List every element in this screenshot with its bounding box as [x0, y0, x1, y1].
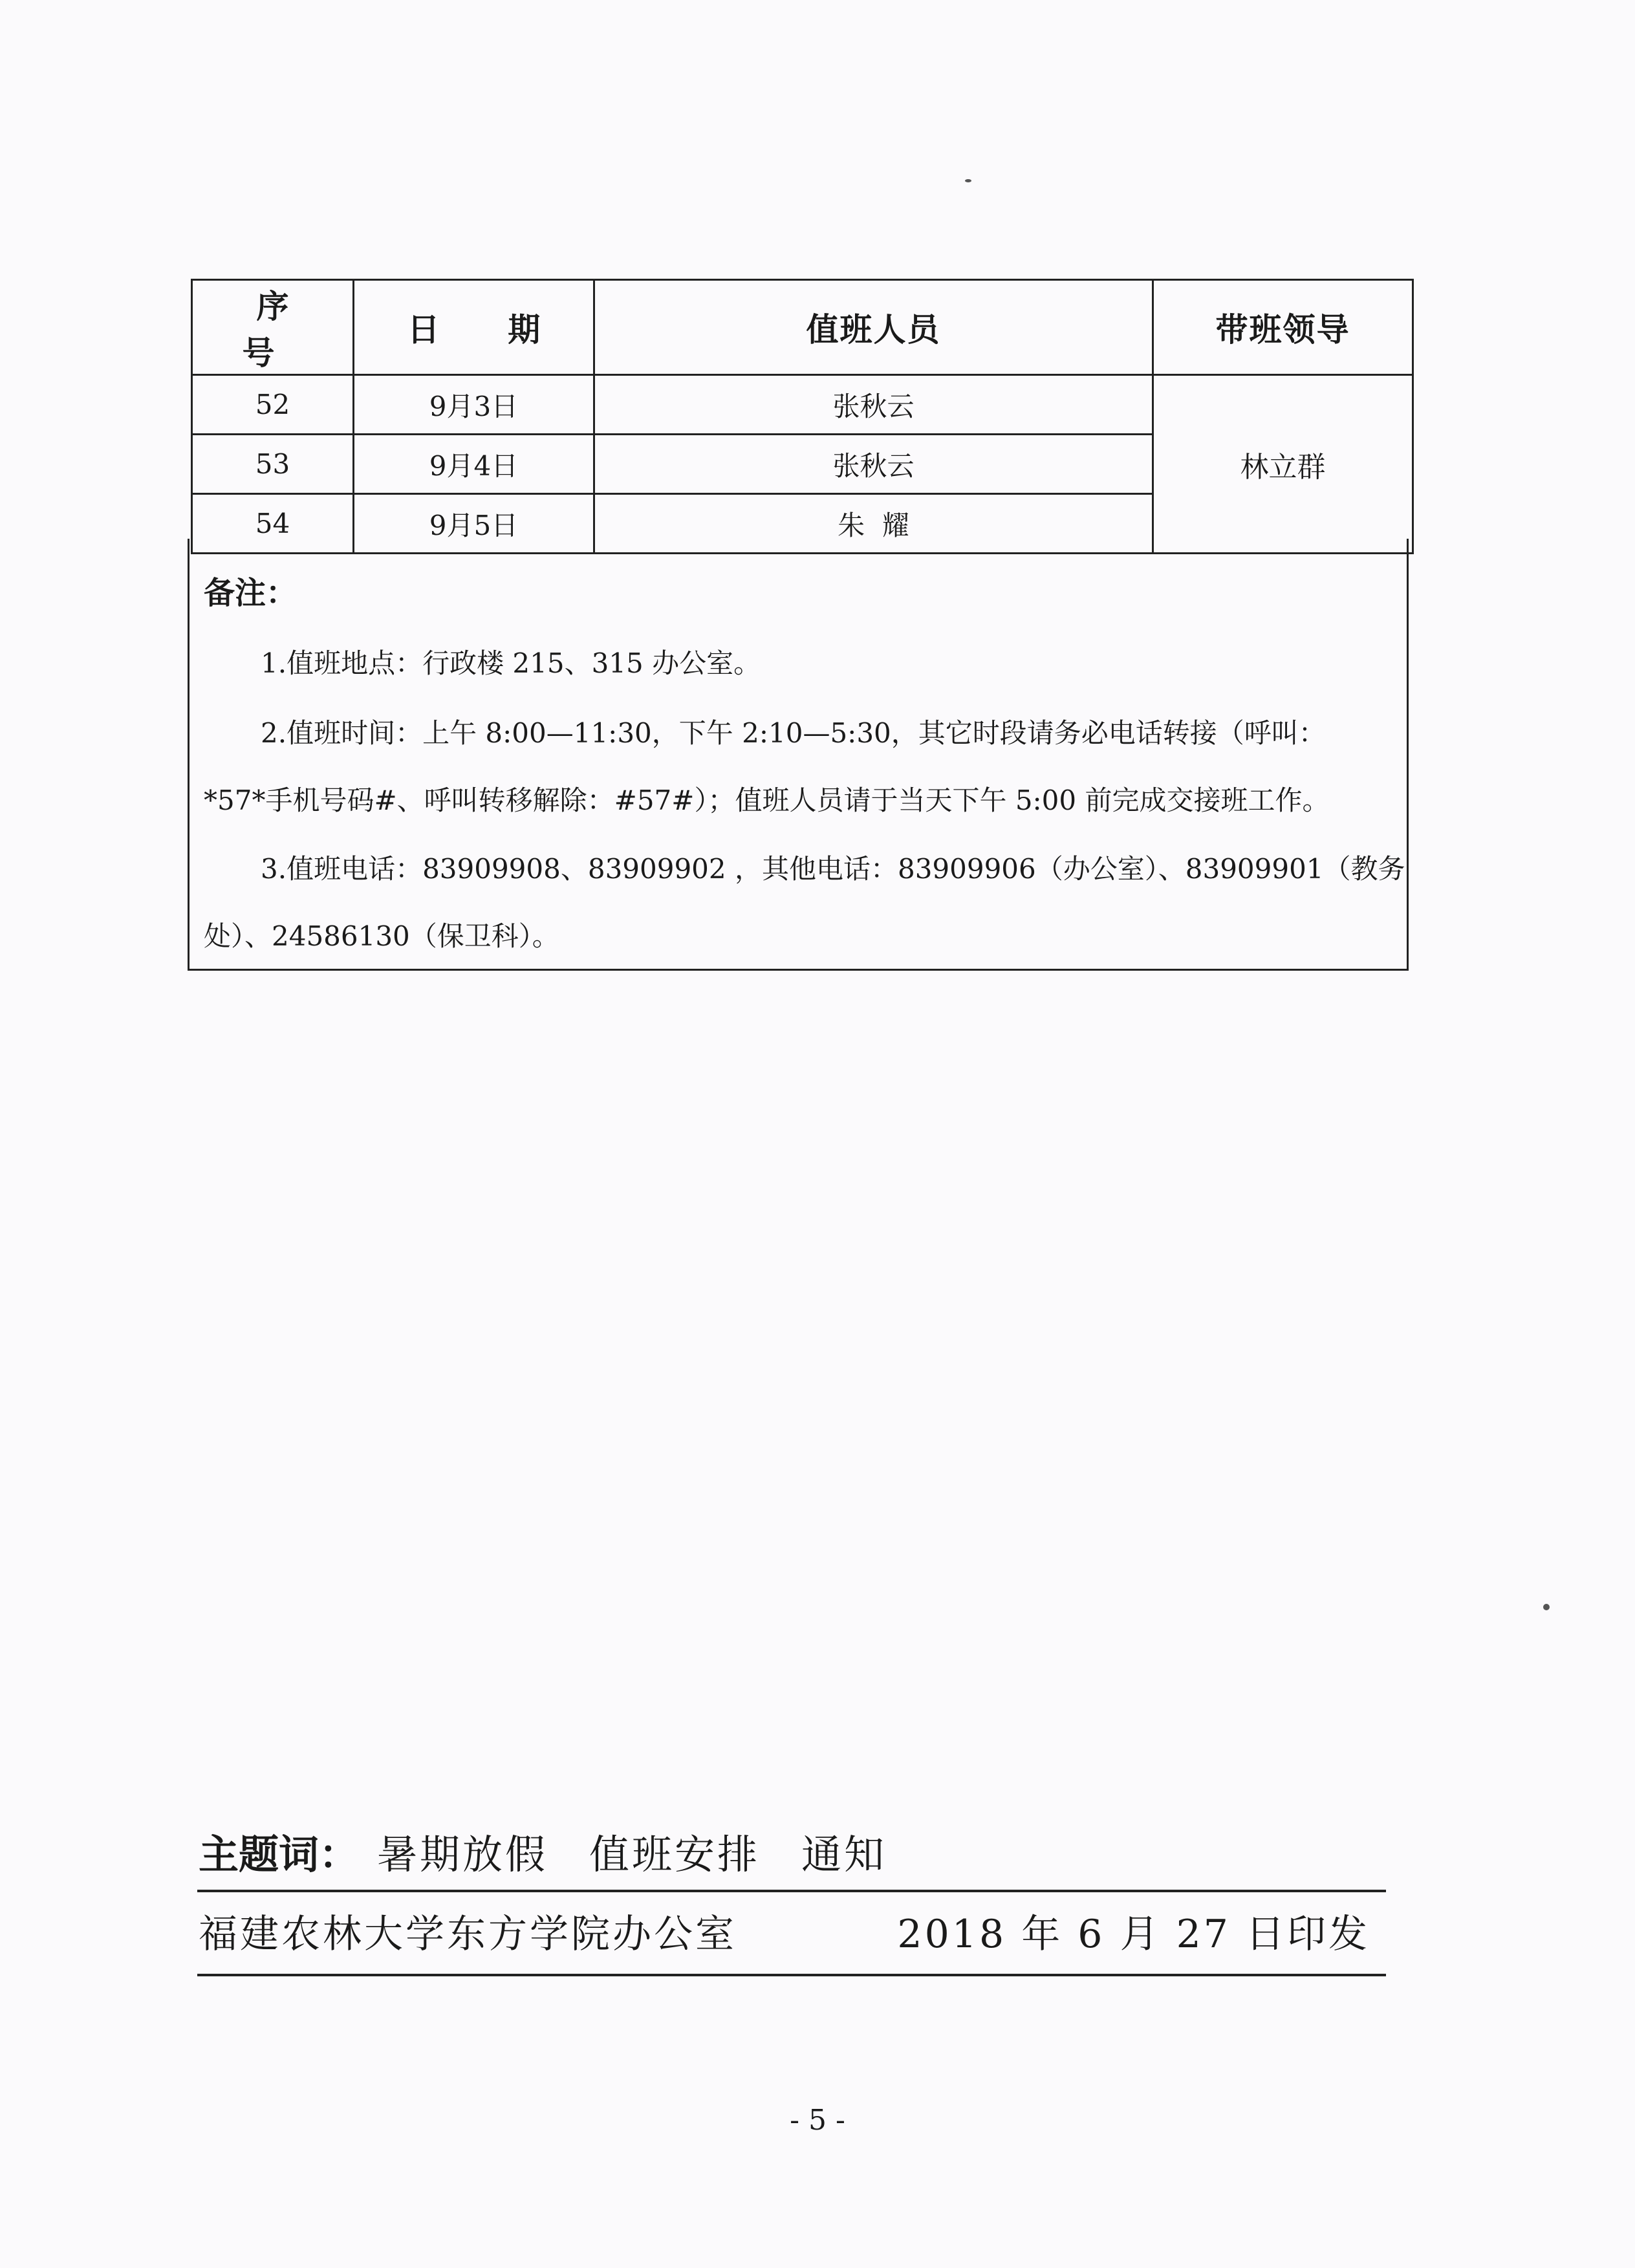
row-date: 9月4日	[354, 435, 594, 494]
note-time: 2.值班时间：上午 8:00—11:30，下午 2:10—5:30，其它时段请务必电话转接（呼叫：	[261, 717, 1326, 749]
scan-speck	[965, 179, 971, 182]
page-number: - 5 -	[790, 2104, 845, 2137]
row-duty-staff: 张秋云	[594, 435, 1153, 494]
table-row	[192, 375, 1413, 435]
row-duty-staff: 朱 耀	[594, 494, 1153, 554]
keyword: 通知	[801, 1831, 887, 1878]
row-serial-number: 52	[192, 375, 354, 435]
row-serial-number: 53	[192, 435, 354, 494]
footer-bottom-rule	[197, 1974, 1386, 1976]
table-header-row	[192, 280, 1413, 375]
keywords-label: 主题词：	[199, 1831, 360, 1878]
issuer: 福建农林大学东方学院办公室	[199, 1912, 737, 1957]
scan-speck	[1543, 1604, 1550, 1610]
row-serial-number: 54	[192, 494, 354, 554]
notes-box	[188, 539, 1409, 971]
keyword: 值班安排	[589, 1831, 761, 1878]
footer-top-rule	[197, 1890, 1386, 1892]
header-duty-staff: 值班人员	[594, 280, 1153, 375]
header-leader: 带班领导	[1153, 280, 1413, 375]
duty-schedule-table	[191, 279, 1414, 554]
header-serial-number: 序 号	[192, 280, 354, 375]
note-time-continued: *57*手机号码#、呼叫转移解除：#57#）；值班人员请于当天下午 5:00 前完成交接班工作。	[204, 784, 1330, 816]
header-date: 日 期	[354, 280, 594, 375]
row-duty-staff: 张秋云	[594, 375, 1153, 435]
notes-title: 备注：	[204, 575, 298, 611]
note-location: 1.值班地点：行政楼 215、315 办公室。	[261, 647, 761, 679]
keyword: 暑期放假	[377, 1831, 548, 1878]
issue-date: 2018 年 6 月 27 日印发	[897, 1912, 1370, 1957]
row-date: 9月5日	[354, 494, 594, 554]
row-date: 9月3日	[354, 375, 594, 435]
note-phone-continued: 处）、24586130（保卫科）。	[204, 920, 559, 952]
subject-keywords	[199, 1822, 887, 1880]
note-phone: 3.值班电话：83909908、83909902 ，其他电话：83909906（办公室）、83909901（教务	[261, 853, 1405, 885]
row-leader: 林立群	[1153, 375, 1413, 554]
